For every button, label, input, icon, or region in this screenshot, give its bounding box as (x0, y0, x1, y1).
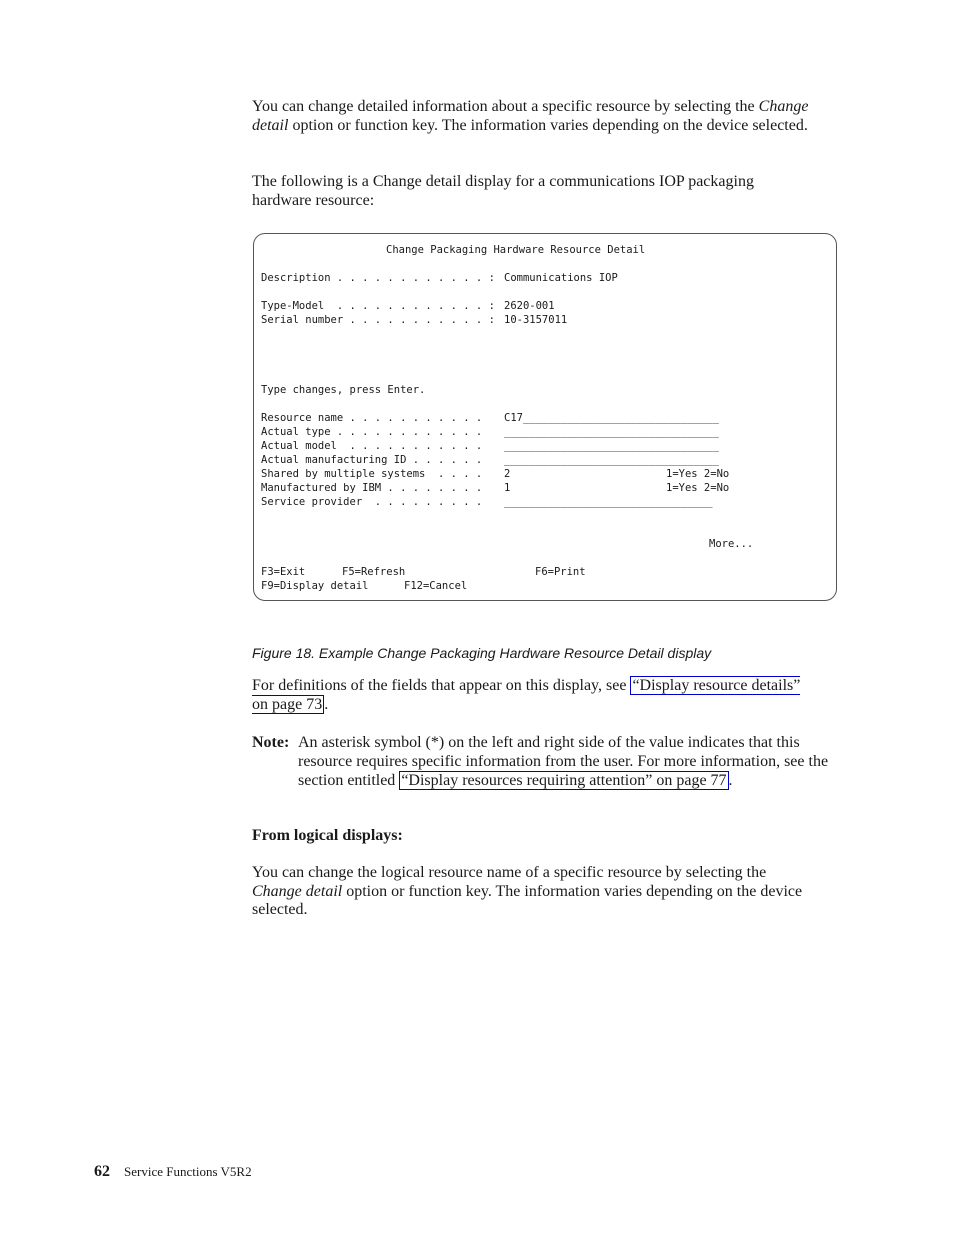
f5-refresh-key[interactable]: F5=Refresh (342, 566, 406, 578)
f12-cancel-key[interactable]: F12=Cancel (404, 580, 468, 592)
more-indicator: More... (709, 538, 754, 550)
f3-exit-key[interactable]: F3=Exit (261, 566, 306, 578)
display-intro-paragraph: The following is a Change detail display for a communications IOP packaging hardware resource: (252, 173, 754, 209)
f6-print-key[interactable]: F6=Print (535, 566, 586, 578)
field-label: Manufactured by IBM . . . . . . . . (261, 482, 483, 494)
page-footer (94, 1163, 252, 1181)
f9-display-detail-key[interactable]: F9=Display detail (261, 580, 369, 592)
note-text: An asterisk symbol (*) on the left and right side of the value indicates that this resource requires specific information from the user. For more information, see the section entitled “Display resources requiring attention” on page 77 . (298, 734, 829, 789)
field-label: Shared by multiple systems . . . . (261, 468, 483, 480)
instruction-text: Type changes, press Enter. (261, 384, 426, 396)
logical-paragraph: You can change the logical resource name of a specific resource by selecting the Change detail option or function key. The information varies depending on the device selected. (252, 864, 803, 919)
display-resource-details-link[interactable]: “Display resource details” on page 73 (252, 677, 801, 713)
definitions-paragraph: For definitions of the fields that appear on this display, see “Display resource details” on page 73 . (252, 677, 801, 713)
actual-manufacturing-id-input[interactable]: __________________________________ (504, 454, 719, 466)
screen-title: Change Packaging Hardware Resource Detail (386, 244, 646, 256)
book-title: Service Functions V5R2 (124, 1164, 252, 1179)
actual-model-input[interactable]: __________________________________ (504, 440, 719, 452)
shared-systems-input[interactable]: 2 (504, 468, 511, 480)
type-model-value: 2620-001 (504, 300, 555, 312)
field-label: Actual type . . . . . . . . . . . . (261, 426, 483, 438)
manufactured-ibm-input[interactable]: 1 (504, 482, 511, 494)
actual-type-input[interactable]: __________________________________ (504, 426, 719, 438)
manufactured-ibm-hint: 1=Yes 2=No (666, 482, 730, 494)
type-model-label: Type-Model . . . . . . . . . . . . : (261, 300, 495, 312)
screen-display-frame (253, 233, 837, 601)
page-number: 62 (94, 1163, 110, 1180)
note-label: Note: (252, 734, 290, 751)
description-label: Description . . . . . . . . . . . . : (261, 272, 495, 284)
field-label: Actual model . . . . . . . . . . . (261, 440, 483, 452)
figure-caption: Figure 18. Example Change Packaging Hardware Resource Detail display (252, 645, 712, 661)
shared-systems-hint: 1=Yes 2=No (666, 468, 730, 480)
field-label: Resource name . . . . . . . . . . . (261, 412, 483, 424)
resource-name-input[interactable]: C17_______________________________ (504, 412, 719, 424)
field-label: Service provider . . . . . . . . . (261, 496, 483, 508)
serial-number-label: Serial number . . . . . . . . . . . : (261, 314, 495, 326)
service-provider-input[interactable]: _________________________________ (504, 496, 713, 508)
intro-paragraph: You can change detailed information about a specific resource by selecting the Change detail option or function key. The information varies depending on the device selected. (252, 98, 809, 134)
resources-requiring-attention-link[interactable]: “Display resources requiring attention” on page 77 (401, 772, 727, 789)
serial-number-value: 10-3157011 (504, 314, 568, 326)
section-heading: From logical displays: (252, 827, 403, 844)
field-label: Actual manufacturing ID . . . . . . (261, 454, 483, 466)
description-value: Communications IOP (504, 272, 618, 284)
